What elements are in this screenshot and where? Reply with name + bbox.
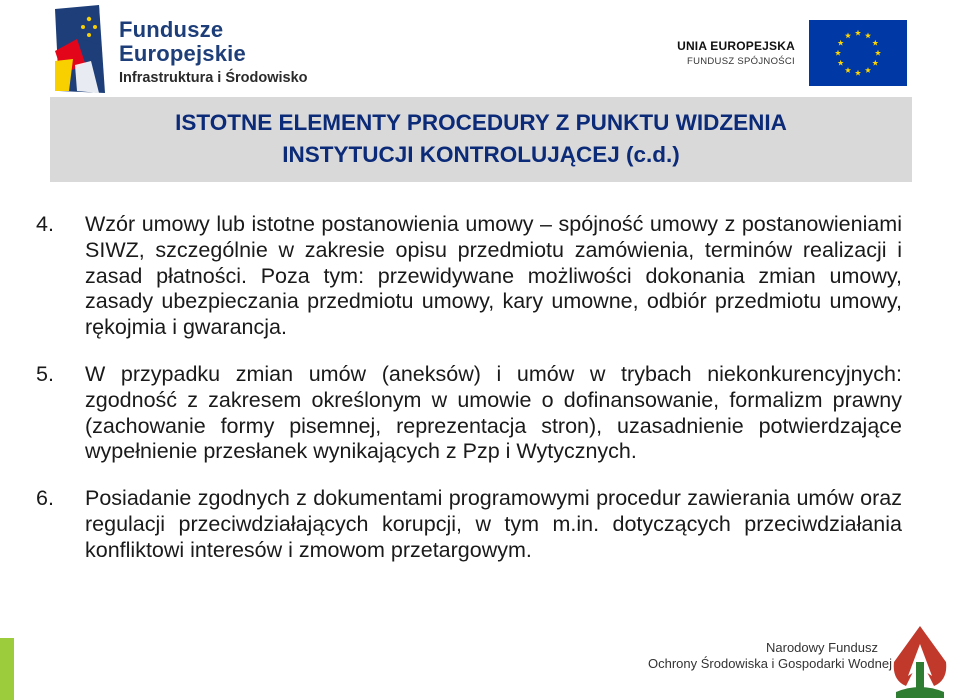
eu-logo-line2: FUNDUSZ SPÓJNOŚCI	[686, 56, 795, 67]
title-line1: ISTOTNE ELEMENTY PROCEDURY Z PUNKTU WIDZENIA	[175, 110, 787, 135]
fe-logo-line3: Infrastruktura i Środowisko	[119, 70, 308, 86]
nfosigw-logo	[640, 616, 960, 700]
list-item-text: Wzór umowy lub istotne postanowienia umowy – spójność umowy z postanowieniami SIWZ, szczególnie w zakresie opisu przedmiotu zamówienia, terminów realizacji i zasad płatności. Poza tym: przewidywane możliwości dokonania zmian umowy, zasady ubezpieczania przedmiotu umowy, kary umowne, odbiór przedmiotu umowy, rękojmia i gwarancja.	[85, 212, 902, 340]
nfos-logo-line2: Ochrony Środowiska i Gospodarki Wodnej	[648, 655, 892, 671]
list-item-number: 5.	[36, 361, 54, 386]
list-item	[36, 486, 902, 563]
eu-logo-text	[677, 20, 795, 67]
nfos-logo-line1: Narodowy Fundusz	[766, 640, 878, 655]
title-line2: INSTYTUCJI KONTROLUJĄCEJ (c.d.)	[282, 141, 680, 167]
fe-logo-line2: Europejskie	[119, 41, 246, 66]
list-item	[36, 362, 902, 465]
nfos-tree-icon	[886, 622, 954, 700]
list-item-number: 4.	[36, 212, 54, 236]
page-title	[175, 107, 787, 170]
eu-logo-line1: UNIA EUROPEJSKA	[677, 39, 795, 53]
list-item-text: W przypadku zmian umów (aneksów) i umów w trybach niekonkurencyjnych: zgodność z zakresem określonym w umowie o dofinansowanie, formalizm prawny (zachowanie formy pisemnej, reprezentacja stron), uzasadnienie potwierdzające wypełnienie przesłanek wynikających z Pzp i Wytycznych.	[85, 361, 902, 464]
list-item-text: Posiadanie zgodnych z dokumentami programowymi procedur zawierania umów oraz regulacji przeciwdziałających korupcji, w tym m.in. dotyczących przeciwdziałania konfliktowi interesów i zmowom przetargowym.	[85, 486, 902, 562]
eu-flag-icon	[809, 20, 907, 86]
green-accent-bar	[0, 638, 14, 700]
title-band	[50, 97, 912, 182]
fe-logo-line1: Fundusze	[119, 17, 224, 42]
list-item-number: 6.	[36, 486, 54, 511]
fe-flag-icon	[55, 5, 109, 93]
procedure-list	[36, 212, 902, 585]
fundusze-europejskie-logo	[55, 5, 325, 95]
list-item	[36, 212, 902, 341]
